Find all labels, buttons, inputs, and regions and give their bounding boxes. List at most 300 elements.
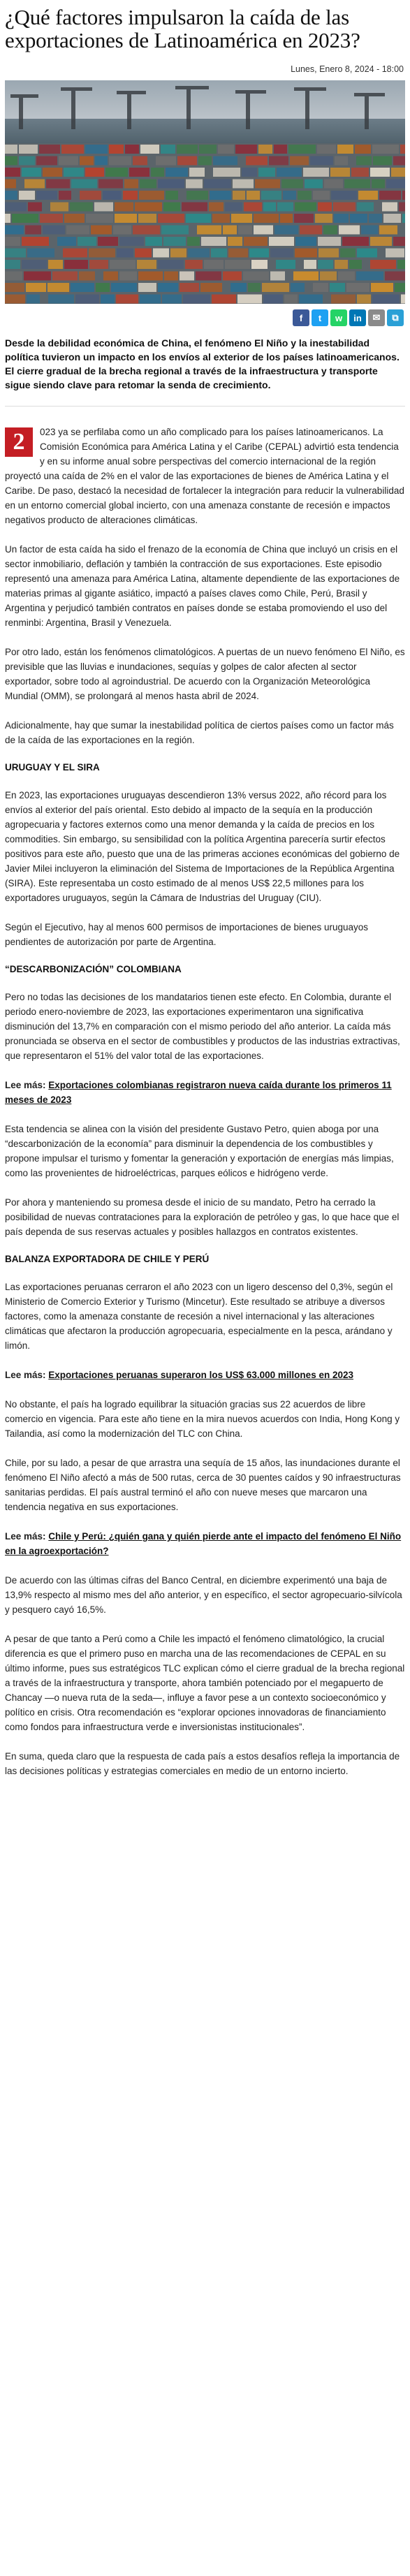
- read-more-label: Lee más:: [5, 1370, 46, 1380]
- shipping-container: [333, 203, 356, 212]
- shipping-container: [63, 249, 87, 258]
- shipping-container: [103, 272, 118, 281]
- shipping-container: [212, 214, 230, 223]
- shipping-container: [342, 237, 369, 246]
- shipping-container: [24, 180, 45, 189]
- email-icon[interactable]: ✉: [368, 309, 385, 326]
- read-more: [5, 1529, 405, 1558]
- linkedin-icon[interactable]: in: [349, 309, 366, 326]
- shipping-container: [357, 295, 371, 304]
- shipping-container: [356, 272, 383, 281]
- shipping-container: [5, 295, 25, 304]
- shipping-container: [101, 295, 115, 304]
- shipping-container: [26, 283, 46, 292]
- shipping-container: [330, 168, 350, 177]
- shipping-container: [213, 168, 240, 177]
- shipping-container: [124, 180, 138, 189]
- shipping-container: [156, 156, 176, 166]
- shipping-container: [258, 145, 272, 154]
- paragraph: Un factor de esta caída ha sido el frenazo de la economía de China que incluyó un crisis en el sector inmobiliario, deflación y también la contracción de sus exportaciones. Este episodio representó una amenaza para América Latina, altamente dependiente de las exportaciones de materias primas al gigante asiático, impactó a países claves como Chile, Perú, Brasil y Argentina y perjudicó también contratos en países donde se estaba promoviendo el uso del renminbi: Argentina, Brasil y Venezuela.: [5, 544, 400, 628]
- read-more: [5, 1368, 405, 1382]
- shipping-container: [85, 168, 104, 177]
- shipping-container: [140, 295, 161, 304]
- shipping-container: [283, 191, 296, 200]
- shipping-container: [161, 145, 175, 154]
- shipping-container: [269, 156, 288, 166]
- shipping-container: [249, 249, 269, 258]
- shipping-container: [338, 272, 355, 281]
- shipping-container: [372, 295, 400, 304]
- share-bar: [5, 309, 404, 326]
- shipping-container: [186, 191, 208, 200]
- shipping-container: [5, 272, 22, 281]
- read-more: [5, 1078, 405, 1107]
- shipping-container: [244, 237, 268, 246]
- shipping-container: [19, 191, 35, 200]
- shipping-container: [233, 191, 245, 200]
- shipping-container: [109, 156, 131, 166]
- shipping-container: [295, 203, 316, 212]
- shipping-container: [357, 249, 377, 258]
- shipping-container: [369, 214, 382, 223]
- read-more-label: Lee más:: [5, 1080, 46, 1090]
- shipping-container: [281, 180, 303, 189]
- shipping-container: [274, 226, 298, 235]
- shipping-container: [335, 260, 348, 269]
- shipping-container: [357, 203, 374, 212]
- shipping-container: [64, 260, 88, 269]
- shipping-container: [27, 295, 40, 304]
- shipping-container: [115, 203, 133, 212]
- shipping-container: [209, 203, 224, 212]
- shipping-container: [247, 191, 260, 200]
- shipping-container: [59, 191, 71, 200]
- shipping-container: [391, 168, 405, 177]
- shipping-container: [28, 203, 42, 212]
- shipping-container: [379, 191, 401, 200]
- shipping-container: [320, 272, 337, 281]
- shipping-container: [400, 145, 405, 154]
- shipping-container: [402, 191, 405, 200]
- shipping-container: [280, 214, 293, 223]
- shipping-container: [145, 237, 162, 246]
- shipping-container: [383, 214, 401, 223]
- shipping-container: [397, 260, 405, 269]
- shipping-container: [64, 214, 85, 223]
- shipping-container: [95, 156, 108, 166]
- shipping-container: [288, 145, 316, 154]
- shipping-container: [218, 145, 234, 154]
- shipping-container: [223, 226, 237, 235]
- shipping-container: [198, 156, 212, 166]
- shipping-container: [5, 180, 16, 189]
- shipping-container: [115, 214, 137, 223]
- paragraph: Según el Ejecutivo, hay al menos 600 permisos de importaciones de bienes uruguayos pendientes de autorización por parte de Argentina.: [5, 922, 369, 947]
- shipping-container: [46, 180, 70, 189]
- shipping-container: [19, 145, 38, 154]
- shipping-container: [70, 203, 93, 212]
- paragraph: Chile, por su lado, a pesar de que arrastra una sequía de 15 años, las inundaciones durante el fenómeno El Niño afectó a más de 500 rutas, cerca de 30 puentes caídos y 90 infraestructuras sanitarias perdidas. El país austral terminó el año con nueve meses que marcaron una tendencia negativa en sus exportaciones.: [5, 1458, 401, 1512]
- shipping-container: [211, 249, 227, 258]
- shipping-container: [188, 249, 210, 258]
- paragraph: [5, 425, 405, 527]
- shipping-container: [318, 203, 332, 212]
- shipping-container: [386, 180, 405, 189]
- shipping-container: [246, 156, 268, 166]
- paragraph: Adicionalmente, hay que sumar la inestabilidad política de ciertos países como un factor más de la caída de las exportaciones en la región.: [5, 720, 394, 745]
- shipping-container: [119, 272, 137, 281]
- shipping-container: [277, 168, 302, 177]
- shipping-container: [293, 272, 319, 281]
- paragraph: De acuerdo con las últimas cifras del Banco Central, en diciembre experimentó una baja de 13,9% respecto al mismo mes del año anterior, y en específico, el sector agropecuario-silvícola y pesquero cayó 16,5%.: [5, 1575, 402, 1615]
- shipping-container: [43, 226, 65, 235]
- shipping-container: [197, 226, 221, 235]
- shipping-container: [187, 237, 200, 246]
- shipping-container: [248, 283, 261, 292]
- shipping-container: [80, 156, 94, 166]
- shipping-container: [228, 249, 248, 258]
- shipping-container: [48, 295, 74, 304]
- shipping-container: [5, 260, 20, 269]
- shipping-container: [212, 295, 236, 304]
- shipping-container: [66, 226, 89, 235]
- shipping-container: [135, 203, 162, 212]
- shipping-container: [164, 272, 178, 281]
- shipping-container: [85, 145, 108, 154]
- shipping-container: [237, 295, 262, 304]
- shipping-container: [361, 226, 378, 235]
- shipping-container: [254, 214, 279, 223]
- shipping-container: [351, 168, 369, 177]
- section-heading: “DESCARBONIZACIÓN” COLOMBIANA: [5, 964, 182, 974]
- shipping-container: [331, 191, 357, 200]
- shipping-container: [52, 272, 78, 281]
- shipping-container: [139, 191, 164, 200]
- shipping-container: [186, 180, 203, 189]
- shipping-container: [158, 214, 184, 223]
- shipping-container: [371, 283, 393, 292]
- shipping-container: [40, 214, 63, 223]
- shipping-container: [244, 203, 262, 212]
- shipping-container: [110, 260, 136, 269]
- shipping-container: [344, 180, 370, 189]
- shipping-container: [372, 145, 399, 154]
- shipping-container: [346, 283, 369, 292]
- shipping-container: [5, 226, 24, 235]
- shipping-container: [111, 283, 137, 292]
- shipping-container: [138, 214, 156, 223]
- shipping-container: [5, 156, 17, 166]
- shipping-container: [291, 283, 305, 292]
- shipping-container: [153, 249, 169, 258]
- whatsapp-icon[interactable]: w: [330, 309, 347, 326]
- read-more-link[interactable]: Exportaciones colombianas registraron nueva caída durante los primeros 11 meses de 2023: [5, 1080, 392, 1105]
- shipping-container: [50, 203, 68, 212]
- paragraph-text: 023 ya se perfilaba como un año complicado para los países latinoamericanos. La Comisión Económica para América Latina y el Caribe (CEPAL) advirtió esta tendencia y en su informe anual sobre perspectivas del comercio internacional de la región proyectó una caída de 2% en el valor de las exportaciones de bienes de América Latina y el Caribe. De paso, destacó la necesidad de fortalecer la integración para reducir la vulnerabilidad en un entorno comercial global incierto, con una amenaza constante de recesión e impactos negativos producto de alteraciones climáticas.: [5, 427, 404, 525]
- shipping-container: [125, 145, 139, 154]
- shipping-container: [22, 260, 47, 269]
- shipping-container: [196, 272, 221, 281]
- shipping-container: [57, 237, 76, 246]
- shipping-container: [231, 214, 252, 223]
- shipping-container: [303, 168, 329, 177]
- shipping-container: [27, 249, 54, 258]
- shipping-container: [233, 180, 254, 189]
- shipping-container: [177, 145, 198, 154]
- shipping-container: [270, 272, 285, 281]
- shipping-container: [98, 237, 118, 246]
- shipping-container: [319, 249, 339, 258]
- shipping-container: [186, 214, 211, 223]
- shipping-container: [337, 145, 353, 154]
- divider: [5, 406, 405, 407]
- shipping-container: [113, 226, 131, 235]
- shipping-container: [334, 214, 349, 223]
- shipping-container: [133, 226, 160, 235]
- shipping-container: [385, 272, 405, 281]
- shipping-container: [48, 260, 63, 269]
- shipping-container: [140, 145, 159, 154]
- read-more-link[interactable]: Chile y Perú: ¿quién gana y quién pierde ante el impacto del fenómeno El Niño en la agroexportación?: [5, 1531, 402, 1556]
- shipping-container: [5, 203, 27, 212]
- shipping-container: [180, 272, 194, 281]
- shipping-container: [180, 283, 199, 292]
- shipping-container: [284, 295, 298, 304]
- article-title: ¿Qué factores impulsaron la caída de las exportaciones de Latinoamérica en 2023?: [5, 5, 360, 52]
- shipping-container: [356, 156, 372, 166]
- shipping-container: [182, 203, 207, 212]
- shipping-container: [201, 237, 226, 246]
- shipping-container: [47, 283, 69, 292]
- shipping-container: [116, 295, 138, 304]
- shipping-container: [370, 237, 392, 246]
- shipping-container: [185, 260, 203, 269]
- shipping-container: [263, 295, 283, 304]
- port-containers-illustration: [5, 80, 405, 304]
- shipping-container: [158, 260, 184, 269]
- shipping-container: [274, 145, 287, 154]
- shipping-container: [5, 191, 17, 200]
- shipping-container: [59, 156, 78, 166]
- drop-cap: 2: [5, 427, 33, 457]
- shipping-container: [350, 214, 367, 223]
- shipping-container: [373, 156, 392, 166]
- paragraph: Por otro lado, están los fenómenos climatológicos. A puertas de un nuevo fenómeno El Niño, es previsible que las lluvias e inundaciones, sequías y golpes de calor afecten al sector exportador, sobre todo al agroindustrial. De acuerdo con la Organización Meteorológica Mundial (OMM), se prolongará al menos hasta abril de 2024.: [5, 647, 405, 701]
- shipping-container: [294, 214, 314, 223]
- shipping-container: [204, 180, 231, 189]
- shipping-container: [22, 168, 41, 177]
- shipping-container: [183, 295, 210, 304]
- shipping-container: [255, 180, 280, 189]
- shipping-container: [109, 145, 124, 154]
- shipping-container: [313, 191, 330, 200]
- shipping-container: [254, 226, 273, 235]
- shipping-container: [263, 203, 276, 212]
- read-more-link[interactable]: Exportaciones peruanas superaron los US$ 63.000 millones en 2023: [48, 1370, 353, 1380]
- shipping-container: [119, 237, 144, 246]
- shipping-container: [228, 237, 242, 246]
- article-date: Lunes, Enero 8, 2024 - 18:00: [291, 64, 404, 74]
- shipping-container: [339, 226, 360, 235]
- shipping-container: [151, 168, 164, 177]
- shipping-container: [105, 168, 128, 177]
- shipping-container: [340, 249, 356, 258]
- shipping-container: [19, 156, 35, 166]
- twitter-icon[interactable]: t: [312, 309, 328, 326]
- shipping-container: [138, 272, 163, 281]
- paragraph: Por ahora y manteniendo su promesa desde el inicio de su mandato, Petro ha cerrado la posibilidad de nuevas contrataciones para la exploración de petróleo y gas, lo que hace que el país dependa de sus reservas actuales y posibles hallazgos en contratos existentes.: [5, 1197, 400, 1237]
- shipping-container: [382, 203, 397, 212]
- shipping-container: [162, 295, 182, 304]
- shipping-container: [103, 191, 122, 200]
- shipping-container: [300, 226, 322, 235]
- shipping-container: [140, 180, 156, 189]
- shipping-container: [5, 168, 20, 177]
- shipping-container: [335, 156, 348, 166]
- shipping-container: [158, 283, 178, 292]
- shipping-container: [189, 168, 205, 177]
- shipping-container: [318, 237, 341, 246]
- shipping-container: [393, 237, 405, 246]
- shipping-container: [243, 272, 269, 281]
- shipping-container: [170, 249, 186, 258]
- shipping-container: [166, 168, 188, 177]
- shipping-container: [129, 168, 149, 177]
- shipping-container: [399, 203, 405, 212]
- shipping-container: [199, 145, 217, 154]
- shipping-container: [91, 226, 112, 235]
- shipping-container: [298, 191, 312, 200]
- shipping-container: [401, 295, 405, 304]
- shipping-container: [355, 145, 371, 154]
- shipping-container: [315, 214, 332, 223]
- shipping-container: [138, 283, 156, 292]
- paragraph: A pesar de que tanto a Perú como a Chile les impactó el fenómeno climatológico, la crucial diferencia es que el primero puso en marcha una de las recomendaciones de CEPAL en su último informe, pues sus estratégicos TLC explican cómo el cierre gradual de la brecha regional a través de la infraestructura y transporte, ahora también potenciado por el megapuerto de Chancay —o nueva ruta de la seda—, influye a favor pese a un contexto socioeconómico y político en crisis. Otra recomendación es “explorar opciones innovadoras de financiamiento como fondos para infraestructura verde e inversionistas institucionales”.: [5, 1634, 405, 1732]
- shipping-container: [36, 191, 57, 200]
- shipping-container: [163, 203, 180, 212]
- shipping-container: [158, 180, 184, 189]
- shipping-container: [71, 283, 94, 292]
- shipping-container: [235, 145, 257, 154]
- shipping-container: [135, 249, 152, 258]
- shipping-container: [64, 168, 84, 177]
- shipping-container: [210, 191, 231, 200]
- shipping-container: [71, 180, 97, 189]
- shipping-container: [317, 145, 336, 154]
- shipping-container: [402, 214, 405, 223]
- shipping-container: [270, 249, 293, 258]
- shipping-container: [61, 145, 84, 154]
- shipping-container: [12, 214, 38, 223]
- shipping-container: [370, 260, 396, 269]
- shipping-container: [304, 260, 316, 269]
- link-icon[interactable]: ⧉: [387, 309, 404, 326]
- facebook-icon[interactable]: f: [293, 309, 309, 326]
- shipping-container: [386, 249, 404, 258]
- shipping-container: [295, 249, 317, 258]
- shipping-container: [98, 180, 123, 189]
- shipping-container: [117, 249, 133, 258]
- shipping-container: [269, 237, 294, 246]
- shipping-container: [276, 260, 295, 269]
- shipping-container: [137, 260, 156, 269]
- shipping-container: [330, 283, 345, 292]
- shipping-container: [163, 237, 186, 246]
- shipping-container: [299, 295, 323, 304]
- shipping-container: [177, 156, 197, 166]
- shipping-container: [94, 203, 113, 212]
- shipping-container: [22, 237, 49, 246]
- shipping-container: [305, 180, 323, 189]
- shipping-container: [200, 283, 222, 292]
- shipping-container: [5, 145, 17, 154]
- shipping-container: [318, 260, 333, 269]
- read-more-label: Lee más:: [5, 1531, 46, 1542]
- paragraph: En 2023, las exportaciones uruguayas descendieron 13% versus 2022, año récord para los envíos al exterior del país oriental. Esto debido al impacto de la sequía en la producción agropecuaria y factores externos como una menor demanda y la caída de precios en los commodities. Sin embargo, su sensibilidad con la política Argentina parecería surtir efectos positivos para este año, puesto que una de las primeras acciones económicas del gobierno de Javier Milei incluyeron la eliminación del Sistema de Importaciones de la República Argentina (SIRA). Este representaba un costo estimado de al menos US$ 22,5 millones para los exportadores uruguayos, según la Cámara de Industrias del Uruguay (CIU).: [5, 790, 400, 903]
- shipping-container: [161, 226, 189, 235]
- shipping-container: [166, 191, 178, 200]
- shipping-container: [86, 214, 113, 223]
- shipping-container: [5, 237, 20, 246]
- article-lead: Desde la debilidad económica de China, el fenómeno El Niño y la inestabilidad política tuvieron un impacto en los envíos al exterior de los países latinoamericanos. El cierre gradual de la brecha regional a través de la infraestructura y transporte sigue siendo clave para retomar la senda de crecimiento.: [5, 337, 400, 390]
- shipping-container: [324, 180, 343, 189]
- shipping-container: [39, 145, 60, 154]
- shipping-container: [89, 260, 108, 269]
- section-heading: BALANZA EXPORTADORA DE CHILE Y PERÚ: [5, 1254, 210, 1264]
- shipping-container: [80, 191, 101, 200]
- shipping-container: [24, 272, 51, 281]
- shipping-container: [36, 156, 57, 166]
- shipping-container: [213, 156, 237, 166]
- shipping-container: [310, 156, 333, 166]
- shipping-container: [223, 272, 242, 281]
- shipping-container: [277, 203, 293, 212]
- shipping-container: [89, 249, 115, 258]
- shipping-container: [79, 272, 95, 281]
- shipping-container: [313, 283, 328, 292]
- shipping-container: [251, 260, 268, 269]
- shipping-container: [349, 260, 362, 269]
- shipping-container: [5, 283, 24, 292]
- shipping-container: [225, 260, 250, 269]
- shipping-container: [225, 203, 242, 212]
- shipping-container: [393, 156, 405, 166]
- shipping-container: [261, 191, 281, 200]
- shipping-container: [25, 226, 41, 235]
- shipping-container: [379, 226, 397, 235]
- shipping-container: [290, 156, 309, 166]
- hero-image: [5, 80, 405, 304]
- shipping-container: [5, 249, 26, 258]
- shipping-container: [96, 283, 110, 292]
- shipping-container: [372, 180, 385, 189]
- shipping-container: [395, 283, 405, 292]
- shipping-container: [204, 260, 224, 269]
- shipping-container: [78, 237, 96, 246]
- shipping-container: [358, 191, 378, 200]
- shipping-container: [262, 283, 289, 292]
- shipping-container: [238, 226, 252, 235]
- shipping-container: [370, 168, 390, 177]
- paragraph: No obstante, el país ha logrado equilibrar la situación gracias sus 22 acuerdos de libre comercio en vigencia. Para este año tiene en la mira nuevos acuerdos con India, Hong Kong y Tailandia, así como la modernización del TLC con China.: [5, 1399, 400, 1439]
- shipping-container: [323, 226, 337, 235]
- shipping-container: [230, 283, 247, 292]
- shipping-container: [5, 214, 10, 223]
- shipping-container: [43, 168, 62, 177]
- shipping-container: [295, 237, 316, 246]
- shipping-container: [258, 168, 275, 177]
- paragraph: Esta tendencia se alinea con la visión del presidente Gustavo Petro, quien aboga por una “descarbonización de la economía” para disminuir la dependencia de los combustibles y propone impulsar el turismo y fomentar la generación y exportación de energías más limpias, como las provenientes de hidroeléctricas, parques eólicos e hidrógeno verde.: [5, 1124, 394, 1178]
